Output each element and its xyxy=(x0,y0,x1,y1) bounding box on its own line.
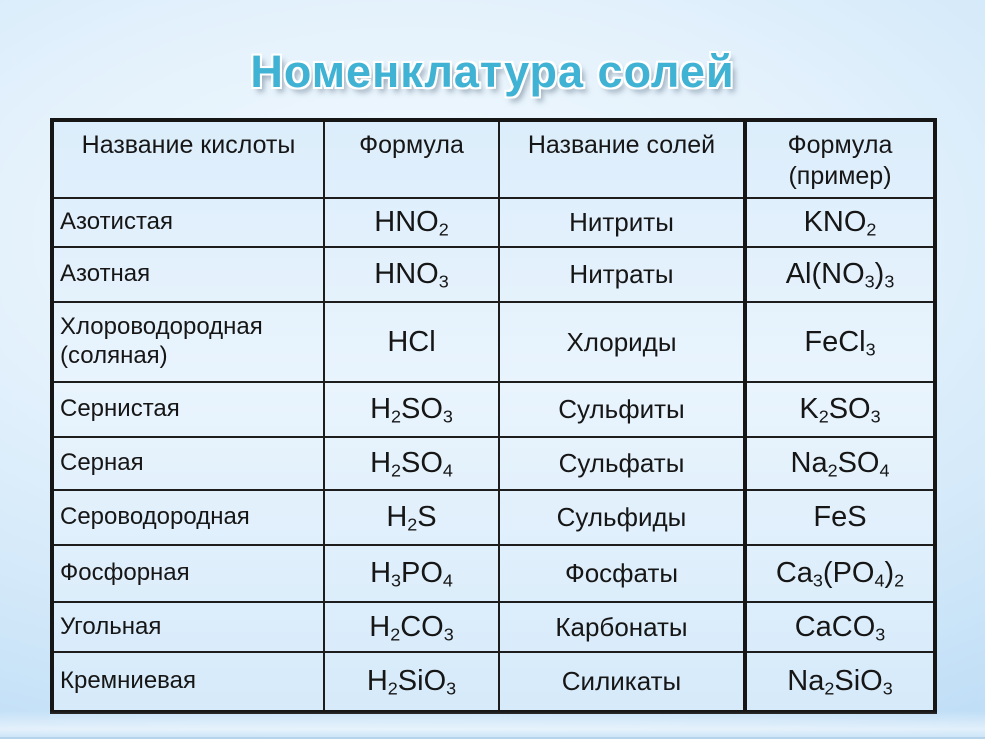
acid-formula-cell: $H_2SO_4$ xyxy=(324,437,499,490)
salt-name-cell: Сульфиты xyxy=(499,382,745,437)
acid-formula-cell: $HNO_2$ xyxy=(324,198,499,247)
header-salt-name: Название солей xyxy=(499,120,745,198)
acid-name-cell: Хлороводородная (соляная) xyxy=(52,302,324,382)
acid-formula-cell: $H_3PO_4$ xyxy=(324,545,499,602)
salt-formula-cell: $KNO_2$ xyxy=(745,198,935,247)
acid-formula-cell: HCl xyxy=(324,302,499,382)
acid-name-cell: Азотистая xyxy=(52,198,324,247)
salt-name-cell: Фосфаты xyxy=(499,545,745,602)
acid-name-cell: Серная xyxy=(52,437,324,490)
salt-formula-cell: FeCl$_3$ xyxy=(745,302,935,382)
page-title: Номенклатура солей xyxy=(250,46,735,97)
salts-nomenclature-table xyxy=(50,118,937,714)
salt-formula-cell: $K_2SO_3$ xyxy=(745,382,935,437)
header-acid-formula: Формула xyxy=(324,120,499,198)
salt-formula-cell: FeS xyxy=(745,490,935,545)
salt-formula-cell: $Na_2SO_4$ xyxy=(745,437,935,490)
salt-formula-cell: $Al(NO_3)_3$ xyxy=(745,247,935,302)
acid-formula-cell: $HNO_3$ xyxy=(324,247,499,302)
table-row xyxy=(52,490,935,545)
table-row xyxy=(52,382,935,437)
acid-name-cell: Кремниевая xyxy=(52,652,324,712)
table-row xyxy=(52,602,935,652)
table-row xyxy=(52,247,935,302)
acid-name-cell: Фосфорная xyxy=(52,545,324,602)
table-row xyxy=(52,198,935,247)
salt-formula-cell: $Na_2SiO_3$ xyxy=(745,652,935,712)
salt-name-cell: Нитриты xyxy=(499,198,745,247)
table-row xyxy=(52,437,935,490)
header-acid-name: Название кислоты xyxy=(52,120,324,198)
acid-name-cell: Азотная xyxy=(52,247,324,302)
acid-name-cell: Угольная xyxy=(52,602,324,652)
salt-name-cell: Сульфаты xyxy=(499,437,745,490)
salt-formula-cell: $Ca_3(PO_4)_2$ xyxy=(745,545,935,602)
table-row xyxy=(52,302,935,382)
salt-name-cell: Карбонаты xyxy=(499,602,745,652)
slide-bottom-edge xyxy=(0,711,985,739)
table-row xyxy=(52,545,935,602)
acid-formula-cell: $H_2SiO_3$ xyxy=(324,652,499,712)
salt-name-cell: Нитраты xyxy=(499,247,745,302)
salt-name-cell: Сульфиды xyxy=(499,490,745,545)
acid-formula-cell: $H_2CO_3$ xyxy=(324,602,499,652)
acid-formula-cell: $H_2S$ xyxy=(324,490,499,545)
salt-name-cell: Хлориды xyxy=(499,302,745,382)
table-row xyxy=(52,652,935,712)
acid-name-cell: Сероводородная xyxy=(52,490,324,545)
acid-formula-cell: $H_2SO_3$ xyxy=(324,382,499,437)
header-salt-formula: Формула (пример) xyxy=(745,120,935,198)
salt-formula-cell: CaCO$_3$ xyxy=(745,602,935,652)
acid-name-cell: Сернистая xyxy=(52,382,324,437)
table-header-row xyxy=(52,120,935,198)
salt-name-cell: Силикаты xyxy=(499,652,745,712)
